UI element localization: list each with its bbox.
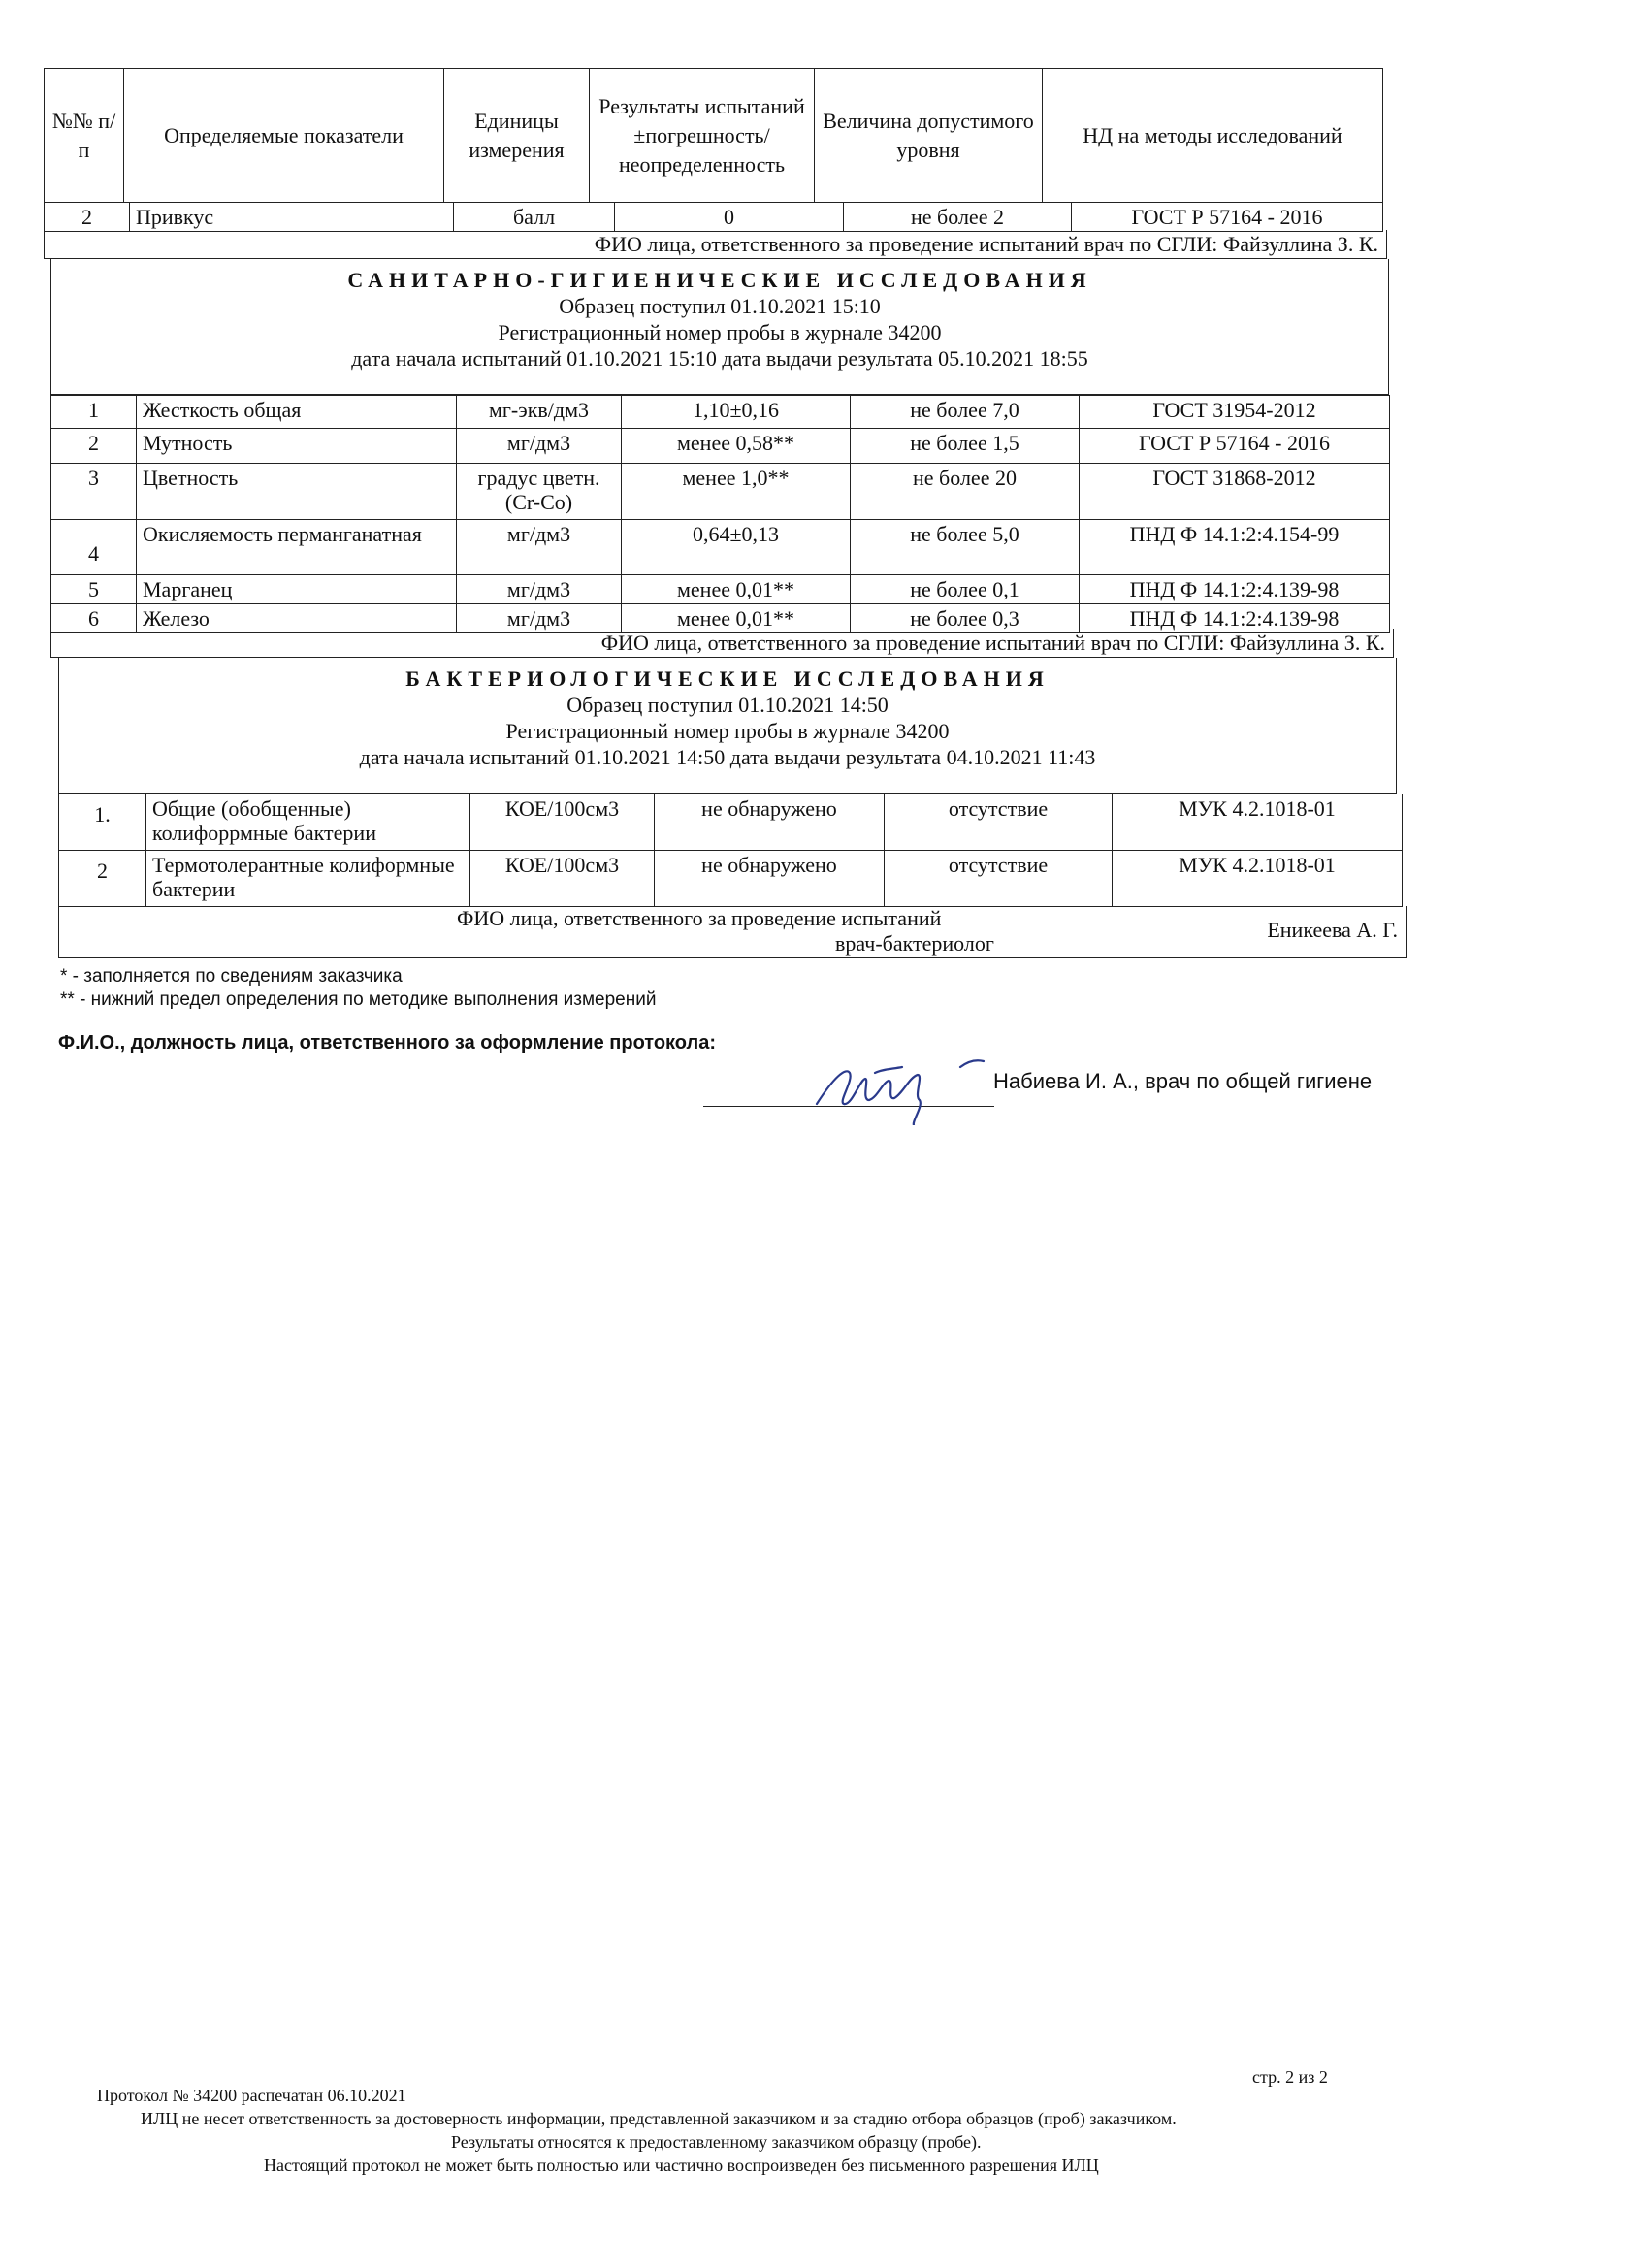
header-level: Величина допустимого уровня <box>815 69 1043 203</box>
row-result: менее 0,58** <box>622 429 851 464</box>
row-name: Привкус <box>130 203 454 232</box>
row-name: Термотолерантные колиформные бактерии <box>146 851 470 907</box>
results-table-header <box>44 68 1383 203</box>
table-row <box>51 520 1390 575</box>
table-row <box>51 464 1390 520</box>
sanitary-section-header <box>50 259 1389 395</box>
row-num: 1 <box>51 396 137 429</box>
organoleptic-responsible: ФИО лица, ответственного за проведение испытаний врач по СГЛИ: Файзуллина З. К. <box>44 230 1387 259</box>
bact-responsible-role: врач-бактериолог <box>835 931 994 956</box>
row-unit: балл <box>454 203 615 232</box>
row-unit: мг/дм3 <box>457 604 622 633</box>
row-level: не более 0,3 <box>851 604 1080 633</box>
sanitary-responsible: ФИО лица, ответственного за проведение испытаний врач по СГЛИ: Файзуллина З. К. <box>50 629 1394 658</box>
row-level: отсутствие <box>885 794 1113 851</box>
row-unit: КОЕ/100см3 <box>470 794 655 851</box>
bacteriological-responsible <box>58 906 1406 958</box>
row-unit: градус цветн.(Cr-Co) <box>457 464 622 520</box>
signoff-label: Ф.И.О., должность лица, ответственного за оформление протокола: <box>58 1032 716 1053</box>
row-nd: ГОСТ 31868-2012 <box>1080 464 1390 520</box>
row-level: не более 2 <box>844 203 1072 232</box>
row-unit: мг/дм3 <box>457 429 622 464</box>
bacteriological-table <box>58 794 1403 907</box>
disclaimer-1: ИЛЦ не несет ответственность за достоверность информации, представленной заказчиком и за стадию отбора образцов (проб) заказчиком. <box>141 2109 1177 2128</box>
header-num: №№ п/п <box>45 69 124 203</box>
row-level: не более 1,5 <box>851 429 1080 464</box>
row-unit: мг/дм3 <box>457 575 622 604</box>
bacteriological-reg-number: Регистрационный номер пробы в журнале 34200 <box>505 719 950 743</box>
table-row <box>59 794 1403 851</box>
sanitary-reg-number: Регистрационный номер пробы в журнале 34200 <box>498 320 942 344</box>
protocol-printed: Протокол № 34200 распечатан 06.10.2021 <box>97 2086 406 2105</box>
sanitary-received: Образец поступил 01.10.2021 15:10 <box>559 294 881 318</box>
row-unit: мг-экв/дм3 <box>457 396 622 429</box>
bact-responsible-label: ФИО лица, ответственного за проведение испытаний <box>457 906 942 930</box>
row-result: менее 0,01** <box>622 575 851 604</box>
row-level: не более 0,1 <box>851 575 1080 604</box>
row-num: 2 <box>51 429 137 464</box>
bacteriological-dates: дата начала испытаний 01.10.2021 14:50 дата выдачи результата 04.10.2021 11:43 <box>359 745 1096 769</box>
row-num: 5 <box>51 575 137 604</box>
row-nd: ПНД Ф 14.1:2:4.154-99 <box>1080 520 1390 575</box>
row-level: не более 5,0 <box>851 520 1080 575</box>
row-unit: мг/дм3 <box>457 520 622 575</box>
row-num: 2 <box>59 851 146 907</box>
row-level: не более 7,0 <box>851 396 1080 429</box>
row-name: Железо <box>137 604 457 633</box>
row-nd: МУК 4.2.1018-01 <box>1113 794 1403 851</box>
row-result: менее 0,01** <box>622 604 851 633</box>
table-row <box>51 575 1390 604</box>
sanitary-title: САНИТАРНО-ГИГИЕНИЧЕСКИЕ ИССЛЕДОВАНИЯ <box>347 268 1092 292</box>
header-units: Единицы измерения <box>444 69 590 203</box>
table-row <box>45 203 1383 232</box>
bacteriological-section-header <box>58 658 1397 794</box>
row-level: не более 20 <box>851 464 1080 520</box>
row-name: Мутность <box>137 429 457 464</box>
row-name: Окисляемость перманганатная <box>137 520 457 575</box>
row-unit: КОЕ/100см3 <box>470 851 655 907</box>
row-nd: ГОСТ 31954-2012 <box>1080 396 1390 429</box>
row-num: 3 <box>51 464 137 520</box>
signoff-person: Набиева И. А., врач по общей гигиене <box>993 1069 1373 1093</box>
page-number: стр. 2 из 2 <box>1252 2067 1328 2087</box>
footnote-2: ** - нижний предел определения по методике выполнения измерений <box>60 989 657 1010</box>
sanitary-dates: дата начала испытаний 01.10.2021 15:10 дата выдачи результата 05.10.2021 18:55 <box>351 346 1088 371</box>
signature-icon <box>805 1048 989 1125</box>
row-nd: ГОСТ Р 57164 - 2016 <box>1072 203 1383 232</box>
row-name: Марганец <box>137 575 457 604</box>
row-result: менее 1,0** <box>622 464 851 520</box>
row-result: 0 <box>615 203 844 232</box>
bact-responsible-name: Еникеева А. Г. <box>1267 918 1398 942</box>
bacteriological-title: БАКТЕРИОЛОГИЧЕСКИЕ ИССЛЕДОВАНИЯ <box>405 666 1050 691</box>
row-result: 0,64±0,13 <box>622 520 851 575</box>
bacteriological-received: Образец поступил 01.10.2021 14:50 <box>566 693 889 717</box>
footnote-1: * - заполняется по сведениям заказчика <box>60 966 403 987</box>
sanitary-table <box>50 395 1390 633</box>
header-results: Результаты испытаний ±погрешность/ неопределенность <box>590 69 815 203</box>
row-num: 6 <box>51 604 137 633</box>
row-result: 1,10±0,16 <box>622 396 851 429</box>
header-indicator: Определяемые показатели <box>124 69 444 203</box>
row-num: 2 <box>45 203 130 232</box>
row-level: отсутствие <box>885 851 1113 907</box>
disclaimer-2: Результаты относятся к предоставленному заказчиком образцу (пробе). <box>451 2132 982 2152</box>
header-nd: НД на методы исследований <box>1043 69 1383 203</box>
table-row <box>59 851 1403 907</box>
table-row <box>51 396 1390 429</box>
disclaimer-3: Настоящий протокол не может быть полностью или частично воспроизведен без письменного разрешения ИЛЦ <box>264 2155 1099 2175</box>
row-name: Жесткость общая <box>137 396 457 429</box>
row-num: 1. <box>59 794 146 851</box>
organoleptic-table <box>44 202 1383 232</box>
row-name: Общие (обобщенные) колифоррмные бактерии <box>146 794 470 851</box>
row-nd: ПНД Ф 14.1:2:4.139-98 <box>1080 575 1390 604</box>
row-nd: ГОСТ Р 57164 - 2016 <box>1080 429 1390 464</box>
row-name: Цветность <box>137 464 457 520</box>
row-nd: ПНД Ф 14.1:2:4.139-98 <box>1080 604 1390 633</box>
row-result: не обнаружено <box>655 794 885 851</box>
row-result: не обнаружено <box>655 851 885 907</box>
row-nd: МУК 4.2.1018-01 <box>1113 851 1403 907</box>
table-row <box>51 429 1390 464</box>
row-num: 4 <box>51 520 137 575</box>
